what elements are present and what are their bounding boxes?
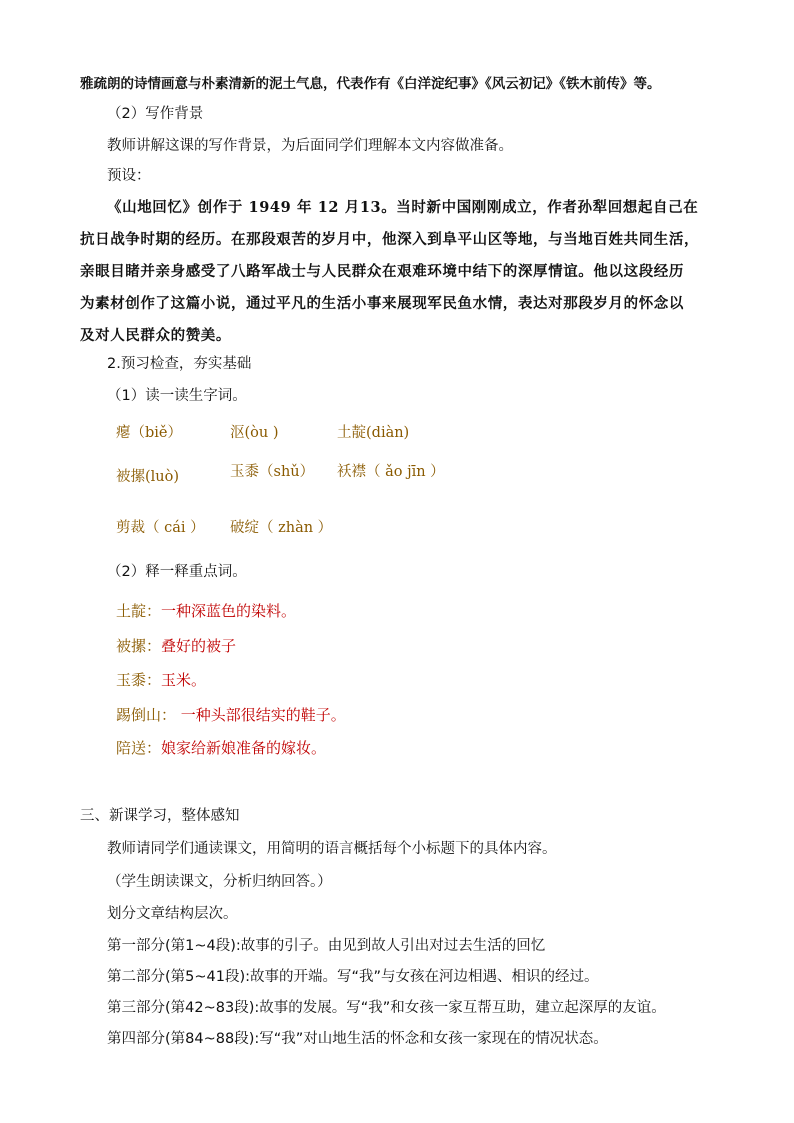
definition-row xyxy=(116,738,326,759)
vocab-item: 瘪（biě） xyxy=(116,425,183,441)
teacher-instruction-reading: 教师请同学们通读课文，用简明的语言概括每个小标题下的具体内容。 xyxy=(107,841,557,857)
definition-text: 一种深蓝色的染料。 xyxy=(161,602,297,620)
definition-text: 叠好的被子 xyxy=(161,637,237,655)
definition-row xyxy=(116,601,296,622)
definition-term: 踢倒山： xyxy=(116,706,177,724)
vocab-item: 被摞(luò) xyxy=(116,469,180,485)
definition-term: 被摞： xyxy=(116,637,162,655)
background-paragraph-line: 抗日战争时期的经历。在那段艰苦的岁月中，他深入到阜平山区等地，与当地百姓共同生活， xyxy=(80,231,700,248)
definition-row xyxy=(116,670,206,691)
preview-heading: 2.预习检查，夯实基础 xyxy=(107,356,252,372)
vocab-item: 破绽（ zhàn ） xyxy=(230,520,333,536)
definition-text: 娘家给新娘准备的嫁妆。 xyxy=(161,739,327,757)
preset-label: 预设： xyxy=(107,168,151,184)
structure-part: 第三部分(第42~83段):故事的发展。写“我”和女孩一家互帮互助，建立起深厚的友谊。 xyxy=(107,1000,666,1016)
structure-part: 第二部分(第5~41段):故事的开端。写“我”与女孩在河边相遇、相识的经过。 xyxy=(107,969,599,985)
definition-text: 一种头部很结实的鞋子。 xyxy=(176,706,346,724)
section-heading-background: （2）写作背景 xyxy=(107,106,204,122)
explain-words-heading: （2）释一释重点词。 xyxy=(107,564,247,580)
vocab-item: 玉黍（shǔ） xyxy=(230,464,315,480)
vocab-item: 剪裁（ cái ） xyxy=(116,520,205,536)
structure-part: 第一部分(第1~4段):故事的引子。由见到故人引出对过去生活的回忆 xyxy=(107,938,546,954)
teacher-instruction: 教师讲解这课的写作背景，为后面同学们理解本文内容做准备。 xyxy=(107,138,513,154)
student-activity-note: （学生朗读课文，分析归纳回答。） xyxy=(107,874,332,890)
definition-row xyxy=(116,636,236,657)
definition-term: 陪送： xyxy=(116,739,162,757)
vocab-item: 沤(òu ) xyxy=(230,425,279,441)
background-paragraph-line: 亲眼目睹并亲身感受了八路军战士与人民群众在艰难环境中结下的深厚情谊。他以这段经历 xyxy=(80,263,684,280)
read-words-heading: （1）读一读生字词。 xyxy=(107,388,247,404)
definition-term: 玉黍： xyxy=(116,671,162,689)
vocab-item: 袄襟（ ǎo jīn ） xyxy=(337,464,445,480)
definition-row xyxy=(116,705,346,726)
background-paragraph-line: 《山地回忆》创作于 1949 年 12 月13。当时新中国刚刚成立，作者孙犁回想起自己在 xyxy=(107,199,699,216)
definition-text: 玉米。 xyxy=(161,671,207,689)
background-paragraph-line: 为素材创作了这篇小说，通过平凡的生活小事来展现军民鱼水情，表达对那段岁月的怀念以 xyxy=(80,295,684,312)
vocab-item: 土靛(diàn) xyxy=(337,425,410,441)
structure-label: 划分文章结构层次。 xyxy=(107,906,238,922)
background-paragraph-line: 及对人民群众的赞美。 xyxy=(80,327,231,344)
intro-tail-text: 雅疏朗的诗情画意与朴素清新的泥土气息，代表作有《白洋淀纪事》《风云初记》《铁木前传》等。 xyxy=(80,76,661,92)
structure-part: 第四部分(第84~88段):写“我”对山地生活的怀念和女孩一家现在的情况状态。 xyxy=(107,1031,608,1047)
definition-term: 土靛： xyxy=(116,602,162,620)
section-heading-new-lesson: 三、新课学习，整体感知 xyxy=(80,808,240,824)
